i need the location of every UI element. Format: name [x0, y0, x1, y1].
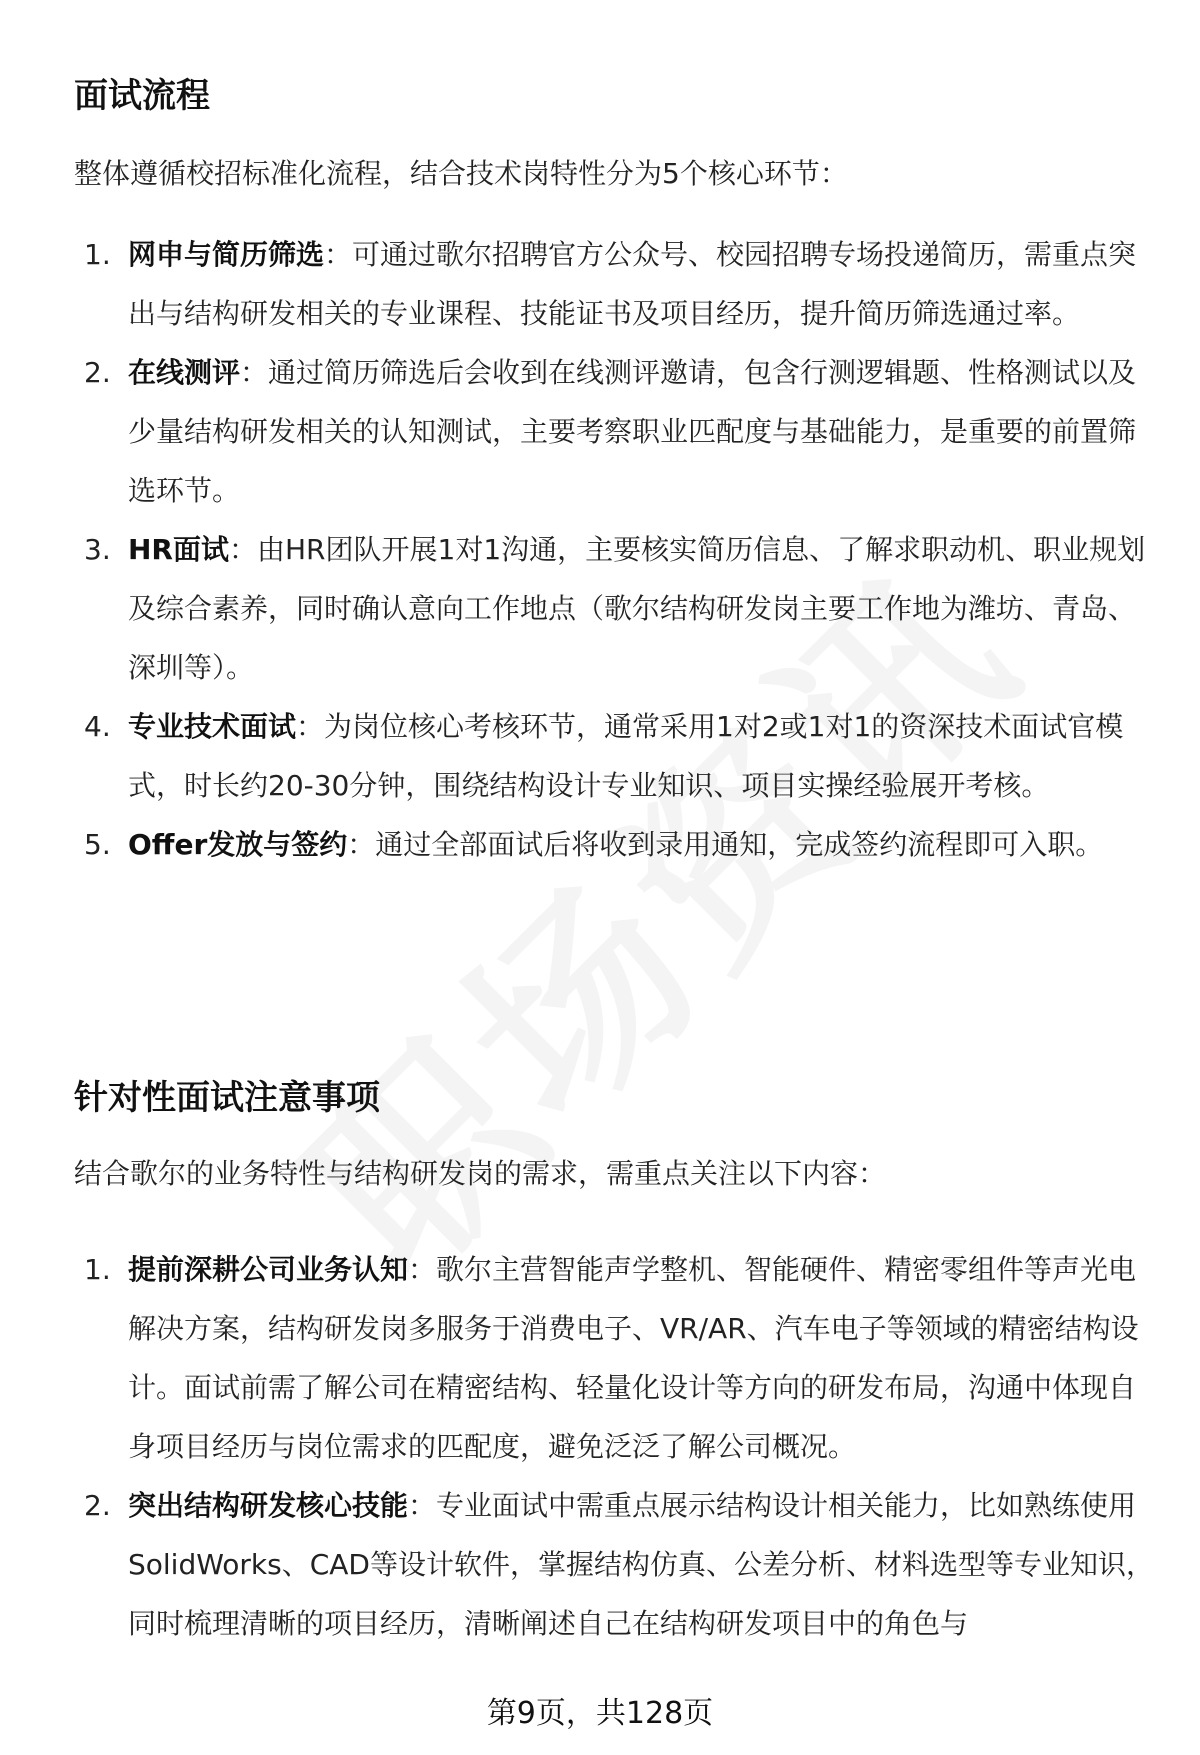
- list-item: [74, 343, 1154, 520]
- list-number: 2.: [84, 1489, 111, 1522]
- list-number: 4.: [84, 710, 111, 743]
- interview-process-list: [74, 225, 1154, 874]
- list-term: HR面试: [128, 533, 229, 566]
- list-number: 1.: [84, 238, 111, 271]
- list-text: ：专业面试中需重点展示结构设计相关能力，比如熟练使用SolidWorks、CAD等设计软件，掌握结构仿真、公差分析、材料选型等专业知识，同时梳理清晰的项目经历，清晰阐述自己在结构研发项目中的角色与: [128, 1489, 1154, 1640]
- list-term: 网申与简历筛选: [128, 238, 325, 271]
- list-item: [74, 1240, 1154, 1476]
- list-text: ：由HR团队开展1对1沟通，主要核实简历信息、了解求职动机、职业规划及综合素养，同时确认意向工作地点（歌尔结构研发岗主要工作地为潍坊、青岛、深圳等）。: [128, 533, 1146, 684]
- section-intro: 结合歌尔的业务特性与结构研发岗的需求，需重点关注以下内容：: [74, 1157, 887, 1190]
- list-text: ：歌尔主营智能声学整机、智能硬件、精密零组件等声光电解决方案，结构研发岗多服务于消费电子、VR/AR、汽车电子等领域的精密结构设计。面试前需了解公司在精密结构、轻量化设计等方向的研发布局，沟通中体现自身项目经历与岗位需求的匹配度，避免泛泛了解公司概况。: [128, 1253, 1139, 1463]
- interview-notes-list: [74, 1240, 1154, 1653]
- section-title-interview-notes: 针对性面试注意事项: [74, 1078, 380, 1118]
- list-text: ：为岗位核心考核环节，通常采用1对2或1对1的资深技术面试官模式，时长约20-30分钟，围绕结构设计专业知识、项目实操经验展开考核。: [128, 710, 1124, 802]
- page-footer: 第9页，共128页: [486, 1696, 714, 1731]
- list-item: [74, 1476, 1154, 1653]
- list-text: ：可通过歌尔招聘官方公众号、校园招聘专场投递简历，需重点突出与结构研发相关的专业课程、技能证书及项目经历，提升简历筛选通过率。: [128, 238, 1137, 330]
- list-text: ：通过简历筛选后会收到在线测评邀请，包含行测逻辑题、性格测试以及少量结构研发相关的认知测试，主要考察职业匹配度与基础能力，是重要的前置筛选环节。: [128, 356, 1137, 507]
- list-number: 3.: [84, 533, 111, 566]
- list-number: 1.: [84, 1253, 111, 1286]
- list-item: [74, 520, 1154, 697]
- list-term: 突出结构研发核心技能: [128, 1489, 409, 1522]
- list-term: 在线测评: [128, 356, 241, 389]
- list-number: 2.: [84, 356, 111, 389]
- list-item: [74, 815, 1154, 874]
- list-item: [74, 697, 1154, 815]
- section-intro: 整体遵循校招标准化流程，结合技术岗特性分为5个核心环节：: [74, 157, 848, 190]
- list-number: 5.: [84, 828, 111, 861]
- list-term: 专业技术面试: [128, 710, 297, 743]
- list-text: ：通过全部面试后将收到录用通知，完成签约流程即可入职。: [347, 828, 1104, 861]
- list-item: [74, 225, 1154, 343]
- list-term: 提前深耕公司业务认知: [128, 1253, 409, 1286]
- list-term: Offer发放与签约: [128, 828, 348, 861]
- section-title-interview-process: 面试流程: [74, 76, 210, 116]
